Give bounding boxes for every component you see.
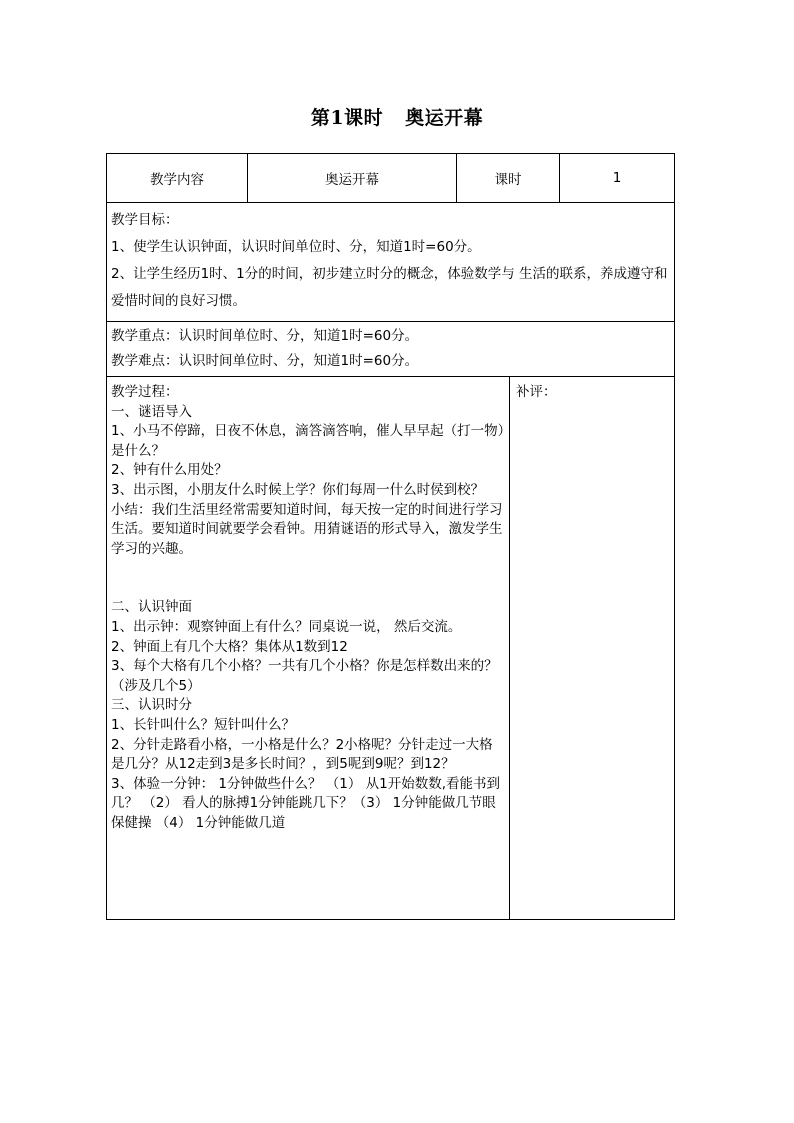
period-value: 1	[612, 170, 622, 186]
objective-item: 1、使学生认识钟面，认识时间单位时、分，知道1时=60分。	[111, 239, 481, 255]
content-label-cell	[107, 154, 248, 203]
section-title: 二、认识钟面	[111, 599, 192, 616]
period-label: 课时	[494, 172, 522, 188]
section-title: 三、认识时分	[111, 697, 192, 714]
objective-item: 2、让学生经历1时、1分的时间，初步建立时分的概念，体验数学与 生活的联系，养成遵守和爱惜时间的良好习惯。	[111, 266, 668, 309]
process-line: 2、钟有什么用处？	[111, 462, 228, 479]
period-label-cell	[457, 154, 560, 203]
key-points-cell	[107, 322, 675, 377]
process-line: 3、每个大格有几个小格？一共有几个小格？你是怎样数出来的？ （涉及几个5）	[111, 658, 498, 694]
period-value-cell	[560, 154, 675, 203]
comment-label: 补评：	[516, 384, 557, 400]
process-line: 1、长针叫什么？短针叫什么？	[111, 716, 296, 733]
lesson-number: 第1课时	[310, 107, 384, 129]
header-row	[107, 154, 675, 203]
process-line: 3、出示图，小朋友什么时候上学？你们每周一什么时侯到校？	[111, 481, 485, 498]
process-cell	[107, 377, 510, 920]
key-points-row	[107, 322, 675, 377]
process-line: 2、钟面上有几个大格？集体从1数到12	[111, 638, 348, 655]
content-value-cell	[248, 154, 457, 203]
page-title	[0, 106, 794, 130]
process-line: 小结：我们生活里经常需要知道时间，每天按一定的时间进行学习生活。要知道时间就要学会看钟。用猜谜语的形式导入，激发学生学习的兴趣。	[111, 501, 503, 557]
lesson-name: 奥运开幕	[405, 107, 484, 129]
process-heading: 教学过程：	[111, 384, 179, 400]
process-line: 3、体验一分钟： 1分钟做些什么？ （1） 从1开始数数,看能书到几？ （2） 看人的脉搏1分钟能跳几下？（3） 1分钟能做几节眼保健操 （4） 1分钟能做几道	[111, 775, 501, 831]
process-line: 1、小马不停蹄，日夜不休息，滴答滴答响，催人早早起（打一物）是什么？	[111, 423, 505, 459]
content-value: 奥运开幕	[325, 172, 379, 188]
key-point: 教学重点：认识时间单位时、分，知道1时=60分。	[111, 328, 419, 344]
process-line: 1、出示钟：观察钟面上有什么？同桌说一说， 然后交流。	[111, 618, 462, 635]
process-line: 2、分针走路看小格，一小格是什么？2小格呢？分针走过一大格是几分？从12走到3是多长时间？，到5呢到9呢？到12？	[111, 736, 493, 773]
objectives-heading: 教学目标：	[111, 212, 179, 228]
content-label: 教学内容	[150, 172, 204, 188]
process-row	[107, 377, 675, 920]
section-title: 一、谜语导入	[111, 403, 192, 420]
difficulty-point: 教学难点：认识时间单位时、分，知道1时=60分。	[111, 353, 419, 369]
lesson-plan-table	[106, 153, 675, 920]
comment-cell	[510, 377, 675, 920]
objectives-row	[107, 203, 675, 322]
section-spacer	[111, 559, 505, 598]
objectives-cell	[107, 203, 675, 322]
